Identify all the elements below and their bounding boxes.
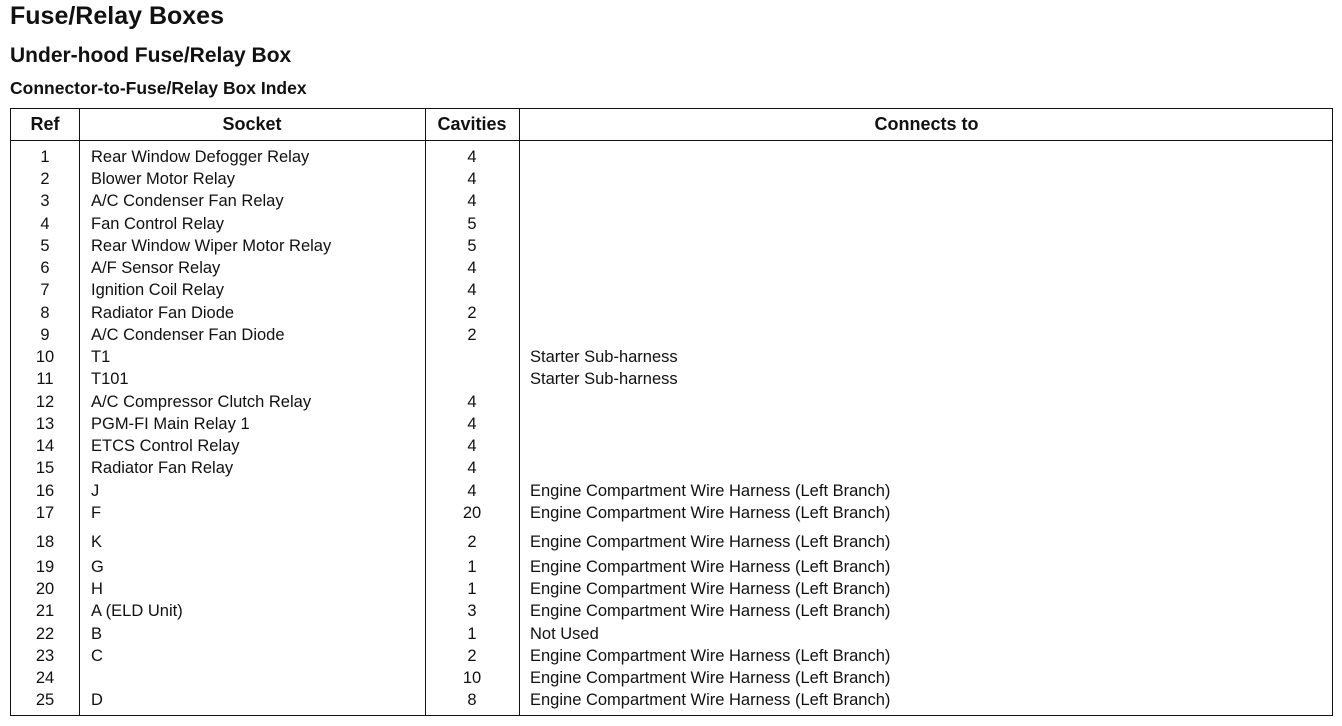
socket-cell: ETCS Control Relay bbox=[91, 437, 240, 455]
ref-cell: 3 bbox=[40, 192, 50, 210]
table-row bbox=[11, 623, 1332, 645]
cavities-cell: 1 bbox=[467, 580, 477, 598]
ref-cell: 10 bbox=[35, 348, 55, 366]
cavities-cell: 4 bbox=[467, 437, 477, 455]
connects-to-cell: Starter Sub-harness bbox=[530, 348, 678, 366]
socket-cell: H bbox=[91, 580, 103, 598]
cavities-cell: 5 bbox=[467, 215, 477, 233]
table-row bbox=[11, 168, 1332, 190]
table-row bbox=[11, 578, 1332, 600]
ref-cell: 14 bbox=[35, 437, 55, 455]
ref-cell: 13 bbox=[35, 415, 55, 433]
table-row bbox=[11, 190, 1332, 212]
connects-to-cell: Not Used bbox=[530, 625, 599, 643]
ref-cell: 23 bbox=[35, 647, 55, 665]
ref-cell: 24 bbox=[35, 669, 55, 687]
table-row bbox=[11, 279, 1332, 301]
table-row bbox=[11, 302, 1332, 324]
ref-cell: 25 bbox=[35, 691, 55, 709]
cavities-cell: 3 bbox=[467, 602, 477, 620]
ref-cell: 8 bbox=[40, 304, 50, 322]
cavities-cell: 5 bbox=[467, 237, 477, 255]
connects-to-cell: Engine Compartment Wire Harness (Left Branch) bbox=[530, 504, 891, 522]
ref-cell: 9 bbox=[40, 326, 50, 344]
table-row bbox=[11, 600, 1332, 622]
table-row bbox=[11, 689, 1332, 711]
connects-to-cell: Engine Compartment Wire Harness (Left Branch) bbox=[530, 558, 891, 576]
cavities-cell: 4 bbox=[467, 393, 477, 411]
section-heading: Connector-to-Fuse/Relay Box Index bbox=[10, 78, 307, 98]
connector-index-table bbox=[10, 108, 1333, 716]
socket-cell: B bbox=[91, 625, 103, 643]
socket-cell: G bbox=[91, 558, 104, 576]
table-row bbox=[11, 146, 1332, 168]
table-row bbox=[11, 457, 1332, 479]
ref-cell: 16 bbox=[35, 482, 55, 500]
cavities-cell: 2 bbox=[467, 326, 477, 344]
cavities-cell: 1 bbox=[467, 558, 477, 576]
socket-cell: Radiator Fan Diode bbox=[91, 304, 235, 322]
socket-cell: PGM-FI Main Relay 1 bbox=[91, 415, 250, 433]
ref-cell: 4 bbox=[40, 215, 50, 233]
cavities-cell: 4 bbox=[467, 259, 477, 277]
table-row bbox=[11, 346, 1332, 368]
cavities-cell: 20 bbox=[462, 504, 482, 522]
table-row bbox=[11, 391, 1332, 413]
ref-cell: 7 bbox=[40, 281, 50, 299]
socket-cell: Radiator Fan Relay bbox=[91, 459, 234, 477]
cavities-cell: 4 bbox=[467, 192, 477, 210]
table-row bbox=[11, 435, 1332, 457]
socket-cell: Ignition Coil Relay bbox=[91, 281, 224, 299]
connects-to-cell: Engine Compartment Wire Harness (Left Branch) bbox=[530, 647, 891, 665]
socket-cell: T1 bbox=[91, 348, 111, 366]
header-ref: Ref bbox=[30, 114, 60, 134]
socket-cell: A/C Condenser Fan Relay bbox=[91, 192, 284, 210]
socket-cell: A/C Compressor Clutch Relay bbox=[91, 393, 312, 411]
table-row bbox=[11, 667, 1332, 689]
socket-cell: Rear Window Defogger Relay bbox=[91, 148, 310, 166]
socket-cell: D bbox=[91, 691, 103, 709]
table-row bbox=[11, 556, 1332, 578]
cavities-cell: 4 bbox=[467, 482, 477, 500]
table-row bbox=[11, 368, 1332, 390]
cavities-cell: 4 bbox=[467, 415, 477, 433]
cavities-cell: 2 bbox=[467, 533, 477, 551]
table-row bbox=[11, 645, 1332, 667]
cavities-cell: 4 bbox=[467, 148, 477, 166]
page-subtitle: Under-hood Fuse/Relay Box bbox=[10, 44, 292, 67]
table-row bbox=[11, 531, 1332, 553]
ref-cell: 1 bbox=[40, 148, 50, 166]
socket-cell: Blower Motor Relay bbox=[91, 170, 235, 188]
cavities-cell: 2 bbox=[467, 304, 477, 322]
cavities-cell: 4 bbox=[467, 459, 477, 477]
connects-to-cell: Engine Compartment Wire Harness (Left Branch) bbox=[530, 482, 891, 500]
socket-cell: T101 bbox=[91, 370, 129, 388]
socket-cell: K bbox=[91, 533, 103, 551]
ref-cell: 17 bbox=[35, 504, 55, 522]
connects-to-cell: Engine Compartment Wire Harness (Left Branch) bbox=[530, 533, 891, 551]
ref-cell: 22 bbox=[35, 625, 55, 643]
socket-cell: C bbox=[91, 647, 103, 665]
socket-cell: A/C Condenser Fan Diode bbox=[91, 326, 285, 344]
ref-cell: 5 bbox=[40, 237, 50, 255]
connects-to-cell: Engine Compartment Wire Harness (Left Branch) bbox=[530, 669, 891, 687]
ref-cell: 18 bbox=[35, 533, 55, 551]
table-body bbox=[11, 109, 1332, 715]
table-row bbox=[11, 324, 1332, 346]
connects-to-cell: Starter Sub-harness bbox=[530, 370, 678, 388]
header-cavities: Cavities bbox=[437, 114, 507, 134]
page-title: Fuse/Relay Boxes bbox=[10, 2, 224, 30]
connects-to-cell: Engine Compartment Wire Harness (Left Branch) bbox=[530, 602, 891, 620]
socket-cell: J bbox=[91, 482, 100, 500]
socket-cell: Fan Control Relay bbox=[91, 215, 224, 233]
socket-cell: A (ELD Unit) bbox=[91, 602, 183, 620]
cavities-cell: 10 bbox=[462, 669, 482, 687]
table-row bbox=[11, 413, 1332, 435]
socket-cell: F bbox=[91, 504, 102, 522]
cavities-cell: 4 bbox=[467, 170, 477, 188]
table-row bbox=[11, 502, 1332, 524]
socket-cell: Rear Window Wiper Motor Relay bbox=[91, 237, 332, 255]
header-socket: Socket bbox=[222, 114, 282, 134]
ref-cell: 12 bbox=[35, 393, 55, 411]
connects-to-cell: Engine Compartment Wire Harness (Left Branch) bbox=[530, 580, 891, 598]
table-row bbox=[11, 257, 1332, 279]
table-row bbox=[11, 235, 1332, 257]
ref-cell: 15 bbox=[35, 459, 55, 477]
ref-cell: 11 bbox=[36, 370, 54, 388]
ref-cell: 21 bbox=[35, 602, 55, 620]
ref-cell: 2 bbox=[40, 170, 50, 188]
cavities-cell: 8 bbox=[467, 691, 477, 709]
ref-cell: 6 bbox=[40, 259, 50, 277]
header-connects-to: Connects to bbox=[874, 114, 979, 134]
cavities-cell: 1 bbox=[467, 625, 477, 643]
ref-cell: 19 bbox=[35, 558, 55, 576]
table-row bbox=[11, 480, 1332, 502]
table-row bbox=[11, 213, 1332, 235]
cavities-cell: 4 bbox=[467, 281, 477, 299]
connects-to-cell: Engine Compartment Wire Harness (Left Branch) bbox=[530, 691, 891, 709]
ref-cell: 20 bbox=[35, 580, 55, 598]
socket-cell: A/F Sensor Relay bbox=[91, 259, 221, 277]
cavities-cell: 2 bbox=[467, 647, 477, 665]
